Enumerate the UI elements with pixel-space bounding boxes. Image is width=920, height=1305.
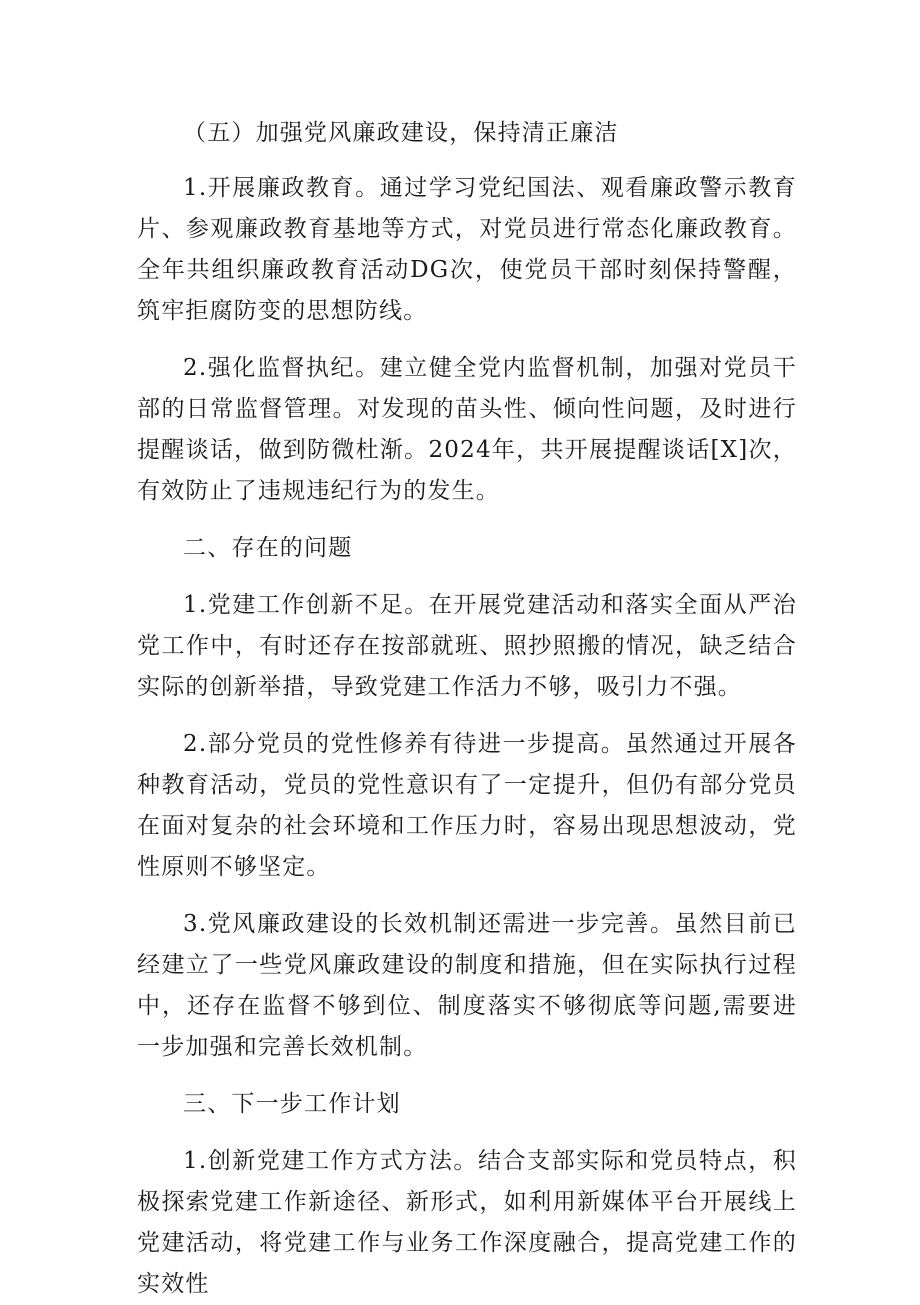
section-5-item-1: 1.开展廉政教育。通过学习党纪国法、观看廉政警示教育片、参观廉政教育基地等方式，对党员进行常态化廉政教育。全年共组织廉政教育活动DG次，使党员干部时刻保持警醒，筑牢拒腐防变的思想防线。: [137, 175, 797, 324]
plan-item-1: 1.创新党建工作方式方法。结合支部实际和党员特点，积极探索党建工作新途径、新形式，如利用新媒体平台开展线上党建活动，将党建工作与业务工作深度融合，提高党建工作的实效性: [137, 1148, 797, 1297]
problem-item-2: 2.部分党员的党性修养有待进一步提高。虽然通过开展各种教育活动，党员的党性意识有了一定提升，但仍有部分党员在面对复杂的社会环境和工作压力时，容易出现思想波动，党性原则不够坚定。: [137, 731, 797, 880]
plan-heading: 三、下一步工作计划: [183, 1091, 401, 1117]
problems-heading: 二、存在的问题: [183, 535, 353, 561]
section-5-item-2: 2.强化监督执纪。建立健全党内监督机制，加强对党员干部的日常监督管理。对发现的苗头性、倾向性问题，及时进行提醒谈话，做到防微杜渐。2024年，共开展提醒谈话[X]次，有效防止了违规违纪行为的发生。: [137, 355, 797, 504]
problem-item-3: 3.党风廉政建设的长效机制还需进一步完善。虽然目前已经建立了一些党风廉政建设的制度和措施，但在实际执行过程中，还存在监督不够到位、制度落实不够彻底等问题,需要进一步加强和完善长效机制。: [137, 911, 797, 1060]
problem-item-1: 1.党建工作创新不足。在开展党建活动和落实全面从严治党工作中，有时还存在按部就班、照抄照搬的情况，缺乏结合实际的创新举措，导致党建工作活力不够，吸引力不强。: [137, 592, 797, 700]
document-body: [137, 113, 797, 1305]
section-5-heading: （五）加强党风廉政建设，保持清正廉洁: [183, 120, 619, 146]
